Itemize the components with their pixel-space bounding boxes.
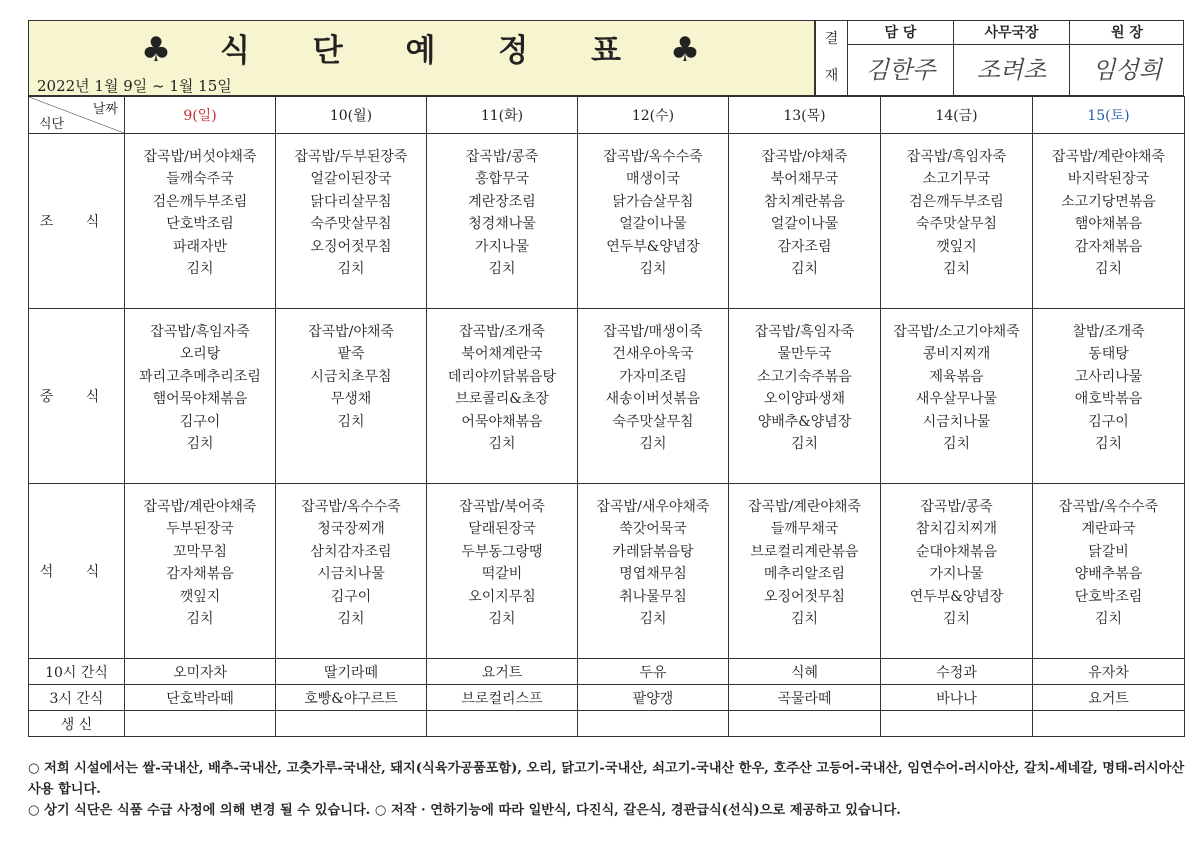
menu-item: 숙주맛살무침	[612, 413, 694, 430]
approval-header-secretary: 사무국장	[953, 21, 1069, 45]
meal-cell	[276, 134, 427, 309]
corner-meal-label: 식단	[39, 117, 65, 132]
snack-item	[578, 711, 729, 737]
menu-item: 카레닭볶음탕	[612, 543, 694, 560]
menu-period: 2022년 1월 9일 ~ 1월 15일	[37, 77, 232, 95]
menu-item: 무생채	[330, 391, 372, 408]
page-title	[29, 25, 814, 70]
menu-item: 김치	[639, 261, 667, 278]
meal-cell	[125, 484, 276, 659]
title-char: 식	[220, 33, 252, 69]
approval-box	[815, 20, 1184, 96]
menu-item: 고사리나물	[1074, 368, 1143, 385]
menu-item: 잡곡밥/계란야채죽	[748, 499, 861, 515]
signature-secretary: 조려초	[953, 45, 1069, 96]
snack-item: 요거트	[427, 659, 578, 685]
menu-item: 검은깨두부조림	[909, 193, 1004, 210]
menu-item: 소고기무국	[922, 171, 991, 188]
snack-item: 수정과	[881, 659, 1033, 685]
menu-item: 깻잎지	[936, 238, 977, 255]
meal-cell	[729, 309, 881, 484]
meal-cell	[276, 484, 427, 659]
menu-item: 햄어묵야채볶음	[152, 391, 248, 408]
menu-item: 김치	[337, 261, 365, 278]
day-header: 12(수)	[578, 97, 729, 134]
snack-item: 바나나	[881, 685, 1033, 711]
menu-item: 애호박볶음	[1074, 391, 1143, 408]
meal-label: 석 식	[29, 484, 125, 659]
menu-item: 메추리알조림	[763, 566, 846, 583]
menu-item: 잡곡밥/콩죽	[465, 149, 539, 165]
title-char: 정	[498, 33, 531, 69]
note-change: ○ 상기 식단은 식품 수급 사정에 의해 변경 될 수 있습니다. ○ 저작 · 연하기능에 따라 일반식, 다진식, 갈은식, 경관급식(선식)으로 제공하고 있습니다.	[28, 803, 901, 818]
title-char: 단	[312, 33, 345, 69]
menu-item: 닭갈비	[1088, 543, 1129, 560]
menu-item: 브로콜리&초장	[455, 391, 549, 408]
meal-cell	[881, 309, 1033, 484]
menu-item: 김치	[186, 436, 214, 453]
snack-item: 브로컬리스프	[427, 685, 578, 711]
menu-table	[28, 96, 1185, 737]
corner-date-label: 날짜	[92, 102, 118, 117]
menu-item: 매생이국	[625, 171, 681, 188]
meal-cell	[125, 309, 276, 484]
menu-item: 얼갈이된장국	[310, 171, 392, 188]
menu-item: 잡곡밥/버섯야채죽	[143, 149, 257, 165]
menu-item: 쑥갓어묵국	[619, 521, 687, 538]
meal-row	[29, 484, 1185, 659]
snack-item: 팥양갱	[578, 685, 729, 711]
menu-item: 감자채볶음	[166, 566, 234, 583]
menu-item: 잡곡밥/흑임자죽	[150, 324, 250, 340]
meal-cell	[729, 134, 881, 309]
menu-item: 잡곡밥/야채죽	[761, 149, 848, 165]
menu-item: 달래된장국	[468, 521, 536, 538]
menu-item: 김치	[488, 436, 516, 453]
meal-label: 중 식	[29, 309, 125, 484]
menu-item: 연두부&양념장	[909, 588, 1004, 605]
snack-item	[125, 711, 276, 737]
menu-item: 데리야끼닭볶음탕	[447, 368, 557, 385]
snack-item: 호빵&야구르트	[276, 685, 427, 711]
menu-item: 김치	[186, 261, 214, 278]
snack-item: 유자차	[1033, 659, 1185, 685]
meal-cell	[427, 309, 578, 484]
meal-cell	[1033, 484, 1185, 659]
meal-cell	[578, 134, 729, 309]
meal-row	[29, 134, 1185, 309]
menu-item: 김구이	[179, 413, 221, 430]
approval-header-manager: 담 당	[847, 21, 953, 45]
menu-item: 참치김치찌개	[915, 521, 998, 538]
meal-cell	[578, 484, 729, 659]
signature-manager: 김한주	[847, 45, 953, 96]
menu-item: 깻잎지	[179, 588, 221, 605]
menu-item: 얼갈이나물	[619, 216, 687, 233]
menu-item: 닭다리살무침	[310, 193, 392, 210]
menu-item: 브로컬리계란볶음	[750, 543, 859, 560]
menu-item: 김치	[790, 611, 819, 628]
menu-item: 잡곡밥/조개죽	[459, 324, 545, 340]
menu-item: 김치	[639, 611, 667, 628]
menu-item: 명엽채무침	[619, 566, 687, 583]
menu-item: 들깨무채국	[770, 521, 839, 538]
menu-item: 팥죽	[337, 346, 365, 363]
menu-item: 잡곡밥/옥수수죽	[603, 149, 703, 165]
title-char: 예	[405, 33, 438, 69]
menu-item: 오리탕	[179, 346, 221, 363]
menu-item: 감자채볶음	[1074, 238, 1143, 255]
menu-item: 김치	[488, 611, 516, 628]
snack-item: 딸기라떼	[276, 659, 427, 685]
snack-label: 생 신	[29, 711, 125, 737]
menu-item: 김치	[790, 436, 819, 453]
menu-item: 김치	[639, 436, 667, 453]
day-header: 9(일)	[125, 97, 276, 134]
menu-item: 잡곡밥/흑임자죽	[906, 149, 1007, 165]
menu-item: 잡곡밥/옥수수죽	[301, 499, 401, 515]
menu-item: 햄야채볶음	[1074, 216, 1143, 233]
menu-item: 잡곡밥/계란야채죽	[1052, 149, 1165, 165]
menu-item: 소고기당면볶음	[1061, 193, 1156, 210]
meal-cell	[427, 134, 578, 309]
menu-item: 잡곡밥/매생이죽	[603, 324, 703, 340]
meal-cell	[125, 134, 276, 309]
menu-item: 검은깨두부조림	[152, 193, 248, 210]
menu-item: 콩비지찌개	[922, 346, 991, 363]
menu-item: 김치	[790, 261, 819, 278]
menu-item: 닭가슴살무침	[612, 193, 694, 210]
day-header: 10(월)	[276, 97, 427, 134]
menu-item: 떡갈비	[481, 566, 523, 583]
snack-item: 두유	[578, 659, 729, 685]
menu-item: 꼬막무침	[172, 543, 228, 560]
approval-header-director: 원 장	[1069, 21, 1184, 45]
menu-item: 파래자반	[172, 238, 228, 255]
meal-cell	[881, 484, 1033, 659]
menu-item: 취나물무침	[619, 588, 687, 605]
snack-item	[1033, 711, 1185, 737]
snack-item: 오미자차	[125, 659, 276, 685]
notes	[28, 758, 1188, 821]
menu-item: 김치	[942, 261, 971, 278]
club-icon: ♣	[140, 30, 174, 70]
menu-item: 잡곡밥/새우야채죽	[596, 499, 710, 515]
title-banner	[28, 20, 815, 96]
meal-label: 조 식	[29, 134, 125, 309]
meal-cell	[881, 134, 1033, 309]
menu-item: 물만두국	[777, 346, 832, 363]
menu-item: 김치	[337, 611, 365, 628]
club-icon: ♣	[669, 30, 703, 70]
menu-item: 가자미조림	[619, 368, 687, 385]
snack-item: 곡물라떼	[729, 685, 881, 711]
meal-cell	[427, 484, 578, 659]
menu-item: 오이양파생채	[763, 391, 846, 408]
menu-item: 오이지무침	[468, 588, 536, 605]
day-header: 14(금)	[881, 97, 1033, 134]
menu-item: 삼치감자조림	[310, 543, 392, 560]
menu-item: 김치	[186, 611, 214, 628]
menu-item: 건새우아욱국	[612, 346, 694, 363]
snack-label: 10시 간식	[29, 659, 125, 685]
meal-cell	[578, 309, 729, 484]
menu-item: 계란장조림	[468, 193, 536, 210]
menu-item: 잡곡밥/콩죽	[920, 499, 993, 515]
corner-cell	[29, 97, 125, 134]
menu-item: 두부된장국	[166, 521, 234, 538]
menu-item: 잡곡밥/북어죽	[459, 499, 545, 515]
approval-label: 결 재	[815, 21, 847, 96]
snack-row	[29, 659, 1185, 685]
menu-item: 새우살무나물	[915, 391, 998, 408]
menu-item: 청국장찌개	[317, 521, 385, 538]
menu-item: 순대야채볶음	[915, 543, 998, 560]
menu-item: 김구이	[1088, 413, 1129, 430]
menu-item: 김치	[1094, 436, 1123, 453]
menu-item: 잡곡밥/두부된장죽	[294, 149, 408, 165]
menu-item: 북어채계란국	[461, 346, 543, 363]
menu-item: 시금치나물	[922, 413, 991, 430]
menu-item: 양배추볶음	[1074, 566, 1143, 583]
menu-item: 북어채무국	[770, 171, 839, 188]
snack-item	[729, 711, 881, 737]
menu-item: 소고기숙주볶음	[757, 368, 852, 385]
day-header: 15(토)	[1033, 97, 1185, 134]
menu-item: 찰밥/조개죽	[1072, 324, 1145, 340]
meal-row	[29, 309, 1185, 484]
menu-item: 김치	[1094, 261, 1123, 278]
snack-item: 식혜	[729, 659, 881, 685]
snack-row	[29, 685, 1185, 711]
menu-item: 양배추&양념장	[757, 413, 852, 430]
menu-item: 어묵야채볶음	[461, 413, 543, 430]
menu-item: 김구이	[330, 588, 372, 605]
menu-item: 잡곡밥/소고기야채죽	[893, 324, 1020, 340]
signature-director: 임성희	[1069, 45, 1184, 96]
menu-item: 새송이버섯볶음	[605, 391, 701, 408]
snack-row	[29, 711, 1185, 737]
menu-item: 잡곡밥/흑임자죽	[754, 324, 855, 340]
menu-item: 오징어젓무침	[763, 588, 846, 605]
menu-item: 청경채나물	[468, 216, 536, 233]
snack-label: 3시 간식	[29, 685, 125, 711]
title-char: 표	[591, 33, 623, 69]
menu-item: 바지락된장국	[1067, 171, 1150, 188]
menu-item: 잡곡밥/옥수수죽	[1058, 499, 1159, 515]
menu-item: 감자조림	[777, 238, 832, 255]
menu-item: 김치	[942, 436, 971, 453]
menu-item: 숙주맛살무침	[310, 216, 392, 233]
meal-cell	[1033, 309, 1185, 484]
menu-item: 참치계란볶음	[763, 193, 846, 210]
snack-item	[427, 711, 578, 737]
menu-item: 가지나물	[929, 566, 984, 583]
menu-item: 홍합무국	[474, 171, 530, 188]
menu-item: 김치	[488, 261, 516, 278]
menu-item: 단호박조림	[1074, 588, 1143, 605]
menu-item: 가지나물	[474, 238, 530, 255]
menu-item: 동태탕	[1088, 346, 1129, 363]
snack-item	[881, 711, 1033, 737]
menu-item: 제육볶음	[929, 368, 984, 385]
menu-item: 시금치초무침	[310, 368, 392, 385]
snack-item: 단호박라떼	[125, 685, 276, 711]
menu-item: 김치	[337, 413, 365, 430]
menu-item: 들깨숙주국	[166, 171, 234, 188]
meal-cell	[729, 484, 881, 659]
menu-item: 오징어젓무침	[310, 238, 392, 255]
snack-item	[276, 711, 427, 737]
menu-item: 잡곡밥/계란야채죽	[143, 499, 257, 515]
menu-item: 두부동그랑땡	[461, 543, 543, 560]
day-header: 13(목)	[729, 97, 881, 134]
menu-item: 연두부&양념장	[606, 238, 700, 255]
menu-item: 김치	[942, 611, 971, 628]
snack-item: 요거트	[1033, 685, 1185, 711]
menu-item: 단호박조림	[166, 216, 234, 233]
day-header: 11(화)	[427, 97, 578, 134]
menu-item: 숙주맛살무침	[915, 216, 998, 233]
menu-item: 꽈리고추메추리조림	[139, 368, 261, 385]
menu-item: 얼갈이나물	[770, 216, 839, 233]
note-origin: ○ 저희 시설에서는 쌀-국내산, 배추-국내산, 고춧가루-국내산, 돼지(식육가공품포함), 오리, 닭고기-국내산, 쇠고기-국내산 한우, 호주산 고등어-국내산, 임연수어-러시아산, 갈치-세네갈, 명태-러시아산 사용 합니다.	[28, 761, 1185, 797]
menu-item: 김치	[1094, 611, 1123, 628]
meal-cell	[1033, 134, 1185, 309]
day-header-row	[29, 97, 1185, 134]
meal-cell	[276, 309, 427, 484]
menu-item: 잡곡밥/야채죽	[308, 324, 394, 340]
menu-item: 시금치나물	[317, 566, 385, 583]
menu-item: 계란파국	[1081, 521, 1136, 538]
